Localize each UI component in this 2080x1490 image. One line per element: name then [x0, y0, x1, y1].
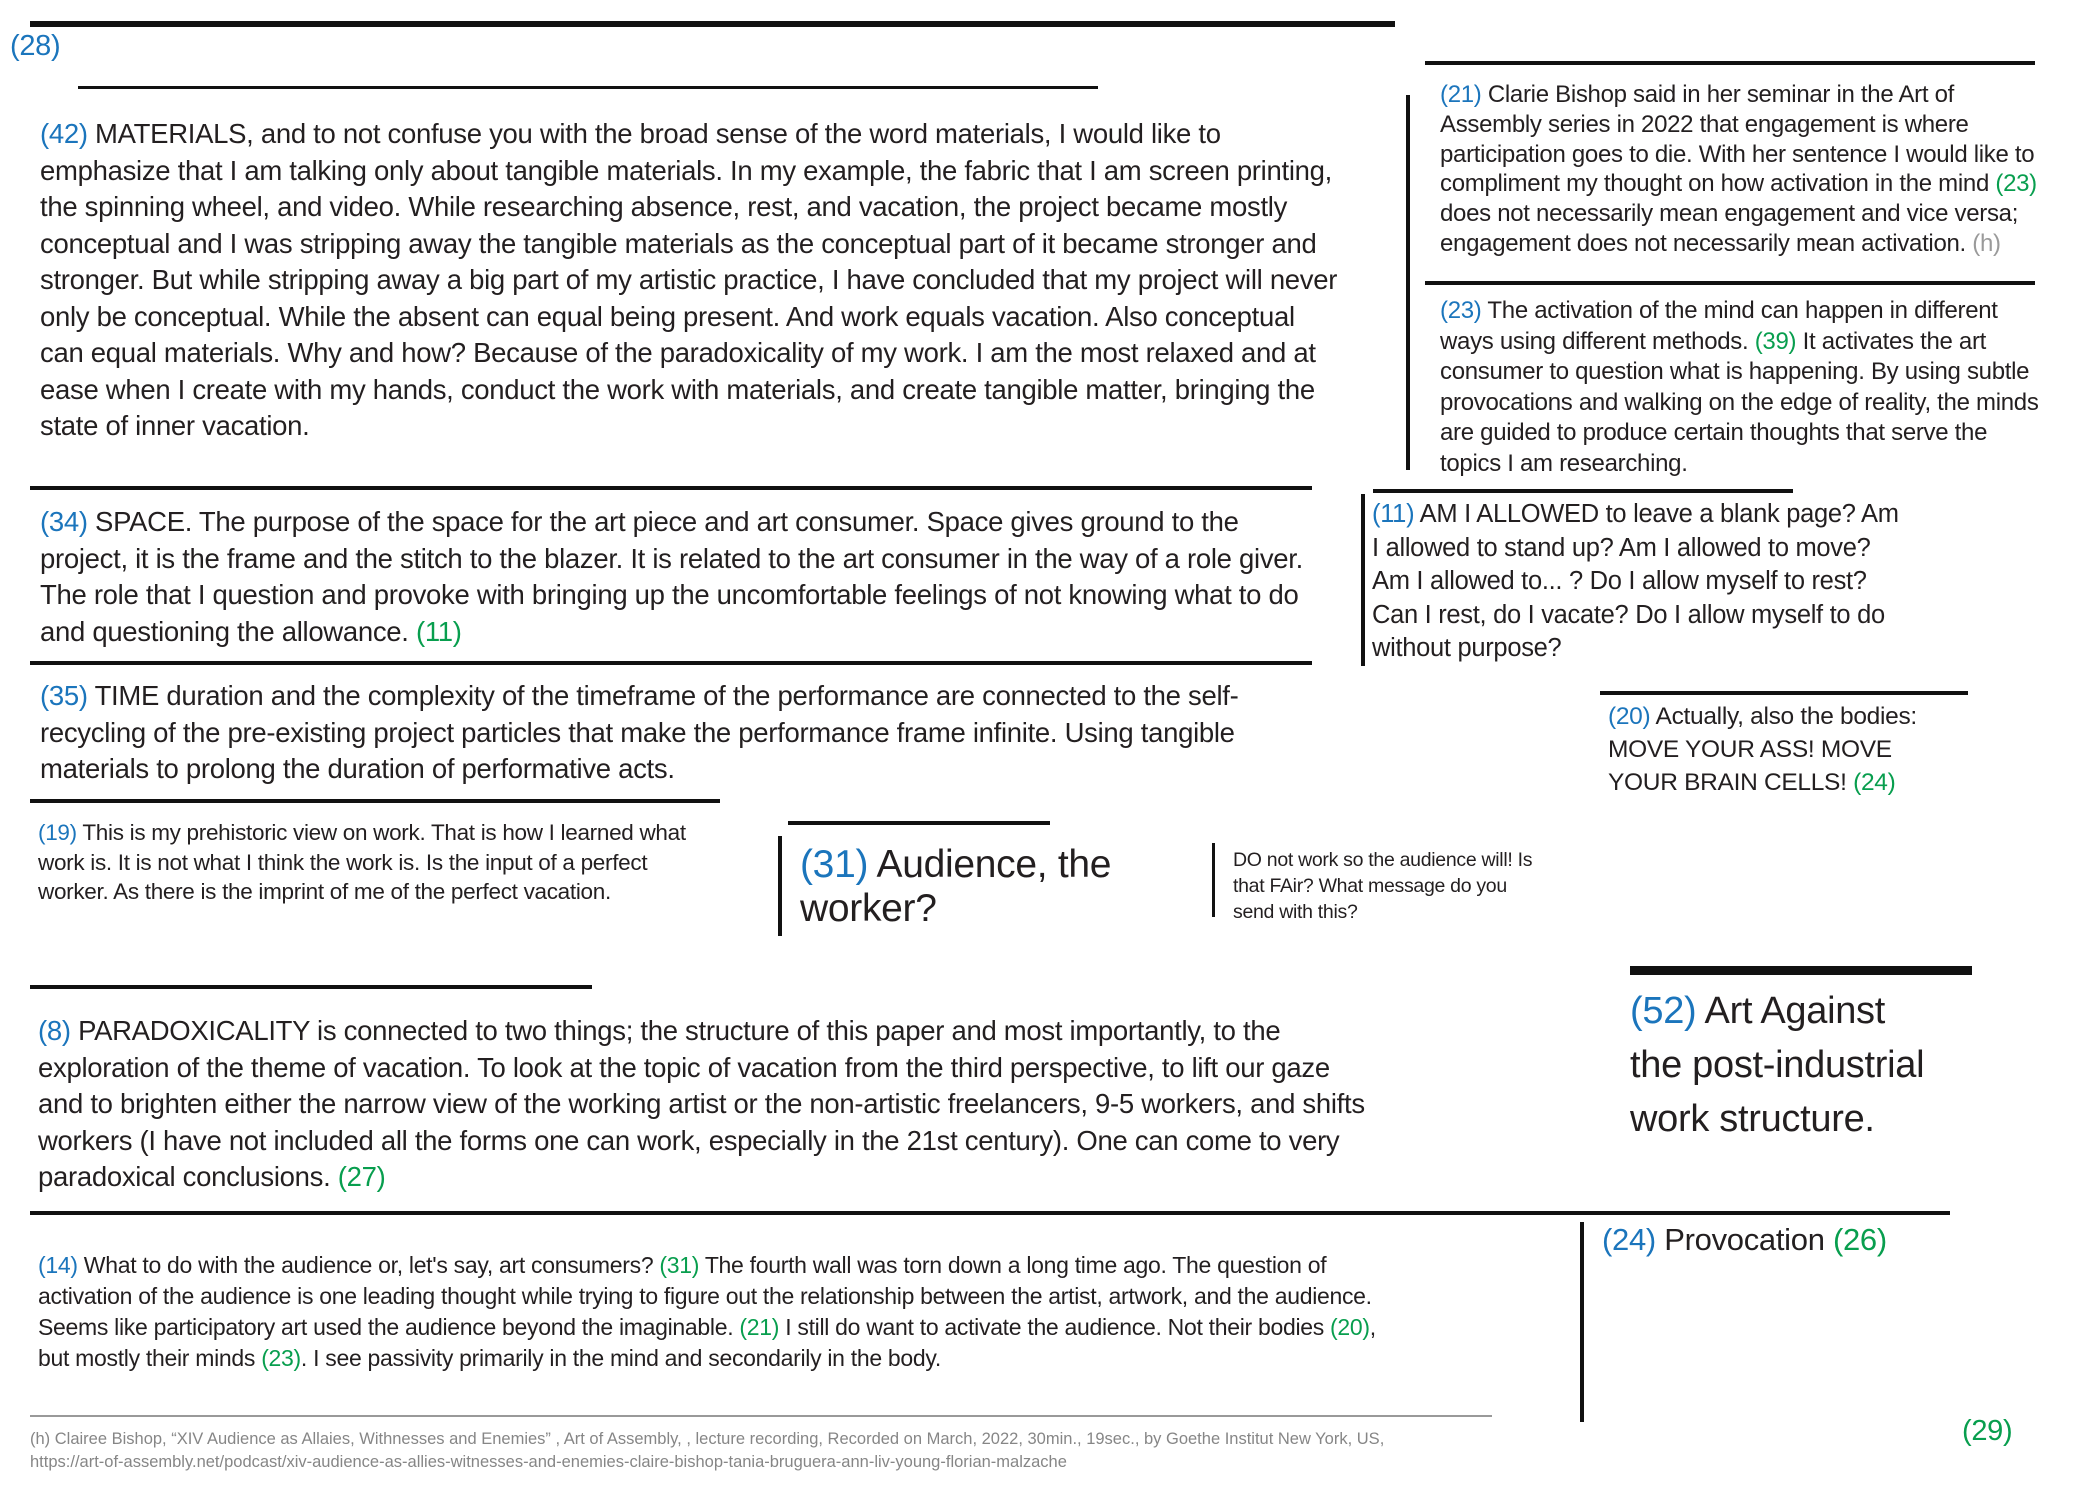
paragraph-paradoxicality: (8) PARADOXICALITY is connected to two things; the structure of this paper and most importantly, to the exploration of the theme of vacation. To look at the topic of vacation from the third perspective, to lift our gaze and to brighten either the narrow view of the working artist or the non-artistic freelancers, 9-5 workers, and shifts workers (I have not included all the forms one can work, especially in the 21st century). One can come to very paradoxical conclusions. (27): [38, 1015, 1365, 1192]
vertical-rule-right-column: [1406, 95, 1410, 470]
divider-above-prehistoric: [30, 799, 720, 803]
paragraph-bishop: (21) Clarie Bishop said in her seminar in the Art of Assembly series in 2022 that engagement is where participation goes to die. With her sentence I would like to compliment my thought on how activation in the mind (23) does not necessarily mean engagement and vice versa; engagement does not necessarily mean activation. (h): [1440, 81, 2037, 257]
ref-marker-29: (29): [1962, 1415, 2013, 1447]
footnote-line-2: https://art-of-assembly.net/podcast/xiv-audience-as-allies-witnesses-and-enemies-claire-bishop-tania-bruguera-ann-liv-young-florian-malzache: [30, 1453, 1067, 1471]
heading-provocation: (24) Provocation (26): [1602, 1222, 1887, 1257]
divider-above-space: [30, 486, 1312, 490]
paragraph-prehistoric: (19) This is my prehistoric view on work. That is how I learned what work is. It is not what I think the work is. Is the input of a perfect worker. As there is the imprint of me of the perfect vacation.: [38, 820, 686, 904]
side-note-audience: DO not work so the audience will! Is that FAir? What message do you send with this?: [1233, 849, 1533, 923]
divider-above-audience-worker: [788, 821, 1050, 825]
divider-above-allowed: [1373, 489, 1793, 493]
divider-above-bodies: [1600, 691, 1968, 695]
ref-marker-28: (28): [10, 30, 61, 62]
paragraph-allowed: (11) AM I ALLOWED to leave a blank page? Am I allowed to stand up? Am I allowed to move? Am I allowed to... ? Do I allow myself to rest? Can I rest, do I vacate? Do I allow myself to do without purpose?: [1372, 500, 1899, 662]
paragraph-materials: (42) MATERIALS, and to not confuse you with the broad sense of the word materials, I would like to emphasize that I am talking only about tangible materials. In my example, the fabric that I am screen printing, the spinning wheel, and video. While researching absence, rest, and vacation, the project became mostly conceptual and I was stripping away the tangible materials as the conceptual part of it became stronger and stronger. But while stripping away a big part of my artistic practice, I have concluded that my project will never only be conceptual. While the absent can equal being present. And work equals vacation. Also conceptual can equal materials. Why and how? Because of the paradoxicality of my work. I am the most relaxed and at ease when I create with my hands, conduct the work with materials, and create tangible matter, bringing the state of inner vacation.: [40, 118, 1338, 441]
vertical-rule-allowed: [1361, 494, 1365, 666]
divider-top-thick: [30, 21, 1395, 27]
paragraph-activation: (23) The activation of the mind can happen in different ways using different methods. (39) It activates the art consumer to question what is happening. By using subtle provocations and walking on the edge of reality, the minds are guided to produce certain thoughts that serve the topics I am researching.: [1440, 297, 2039, 477]
divider-under-ref-28: [78, 86, 1098, 89]
paragraph-bodies: (20) Actually, also the bodies: MOVE YOUR ASS! MOVE YOUR BRAIN CELLS! (24): [1608, 703, 1917, 796]
divider-above-footnote: [30, 1415, 1492, 1417]
paragraph-what-to-do: (14) What to do with the audience or, let's say, art consumers? (31) The fourth wall was torn down a long time ago. The question of activation of the audience is one leading thought while trying to figure out the relationship between the artist, artwork, and the audience. Seems like participatory art used the audience beyond the imaginable. (21) I still do want to activate the audience. Not their bodies (20), but mostly their minds (23). I see passivity primarily in the mind and secondarily in the body.: [38, 1252, 1376, 1371]
paragraph-space: (34) SPACE. The purpose of the space for the art piece and art consumer. Space gives ground to the project, it is the frame and the stitch to the blazer. It is related to the art consumer in the way of a role giver. The role that I question and provoke with bringing up the uncomfortable feelings of not knowing what to do and questioning the allowance. (11): [40, 506, 1303, 647]
paragraph-time: (35) TIME duration and the complexity of the timeframe of the performance are connected to the self-recycling of the pre-existing project particles that make the performance frame infinite. Using tangible materials to prolong the duration of performative acts.: [40, 680, 1239, 784]
vertical-rule-audience-worker: [778, 836, 782, 936]
divider-below-prehistoric: [30, 985, 592, 989]
footnote: [30, 1428, 1510, 1474]
divider-above-what-to-do: [30, 1211, 1950, 1215]
divider-above-bishop: [1425, 61, 2035, 65]
divider-above-art-against: [1630, 966, 1972, 975]
vertical-rule-provocation: [1580, 1222, 1584, 1422]
divider-above-activation: [1425, 281, 2035, 285]
footnote-line-1: (h) Clairee Bishop, “XIV Audience as Allaies, Withnesses and Enemies” , Art of Assembly, , lecture recording, Recorded on March, 2022, 30min., 19sec., by Goethe Institut New York, US,: [30, 1430, 1385, 1448]
heading-art-against: (52) Art Against the post-industrial work structure.: [1630, 990, 1925, 1140]
divider-above-time: [30, 661, 1312, 665]
heading-audience-worker: (31) Audience, the worker?: [800, 843, 1112, 930]
